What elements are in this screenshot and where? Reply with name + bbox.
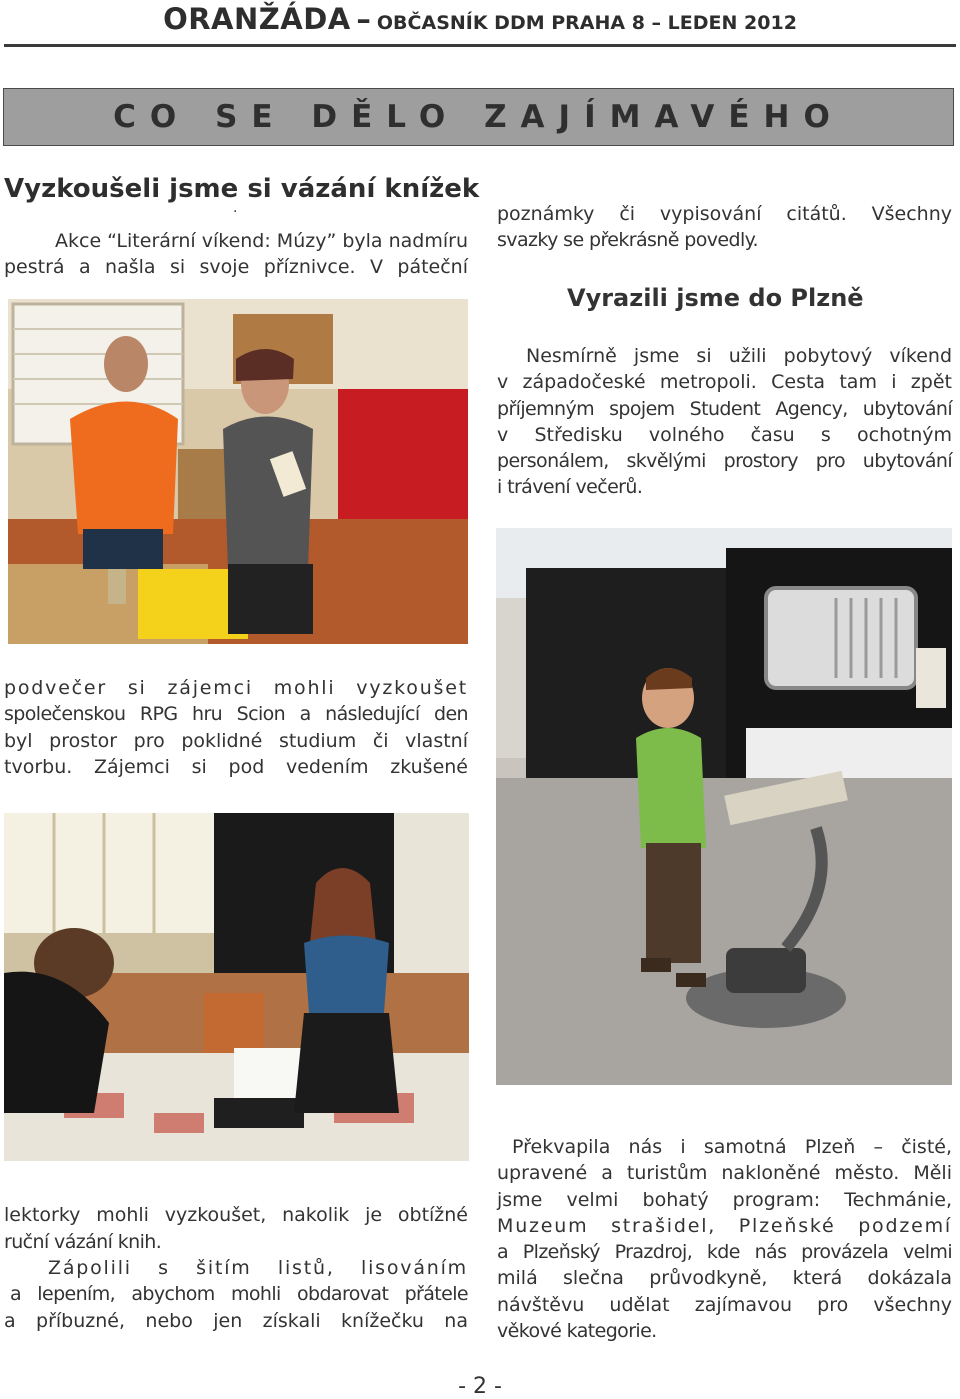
article2-para2-line-8: věkové kategorie. bbox=[497, 1320, 657, 1342]
article1-end-line-2: ruční vázání knih. bbox=[4, 1231, 162, 1253]
photo-techmania-exhibit bbox=[496, 528, 952, 1085]
article-heading-plzen: Vyrazili jsme do Plzně bbox=[567, 284, 864, 312]
article2-para1-line-4: v Středisku volného času s ochotným bbox=[497, 424, 952, 446]
newsletter-subtitle: OBČASNÍK DDM PRAHA 8 – LEDEN 2012 bbox=[376, 12, 797, 34]
article2-para1-line-1: Nesmírně jsme si užili pobytový víkend bbox=[526, 345, 952, 367]
article2-para2-line-6: milá slečna průvodkyně, která dokázala bbox=[497, 1267, 952, 1289]
article2-para1-line-5: personálem, skvělými prostory pro ubytování bbox=[497, 450, 952, 472]
article1-middle-line-1: podvečer si zájemci mohli vyzkoušet bbox=[4, 677, 468, 699]
article1-middle-line-2: společenskou RPG hru Scion a následující den bbox=[4, 703, 468, 725]
photo-binding-table bbox=[4, 813, 469, 1161]
page-number: - 2 - bbox=[458, 1374, 502, 1399]
stray-dot: . bbox=[233, 200, 238, 216]
article1-end-line-4: a lepením, abychom mohli obdarovat přátele bbox=[10, 1283, 468, 1305]
article2-para2-line-3: jsme velmi bohatý program: Techmánie, bbox=[497, 1189, 952, 1211]
article2-para1-line-3: příjemným spojem Student Agency, ubytování bbox=[497, 398, 952, 420]
section-banner-text: CO SE DĚLO ZAJÍMAVÉHO bbox=[113, 99, 844, 135]
article2-para2-line-2: upravené a turistům nakloněné město. Měli bbox=[497, 1162, 952, 1184]
masthead-separator: – bbox=[356, 2, 372, 36]
article1-end-line-5: a příbuzné, nebo jen získali knížečku na bbox=[4, 1310, 468, 1332]
newsletter-title: ORANŽÁDA bbox=[163, 2, 351, 36]
article1-end-line-1: lektorky mohli vyzkoušet, nakolik je obtížné bbox=[4, 1204, 468, 1226]
article1-continued-line-2: svazky se překrásně povedly. bbox=[497, 229, 759, 251]
article2-para2-line-1: Překvapila nás i samotná Plzeň – čisté, bbox=[512, 1136, 952, 1158]
section-banner bbox=[3, 88, 954, 146]
article1-continued-line-1: poznámky či vypisování citátů. Všechny bbox=[497, 203, 952, 225]
photo-workshop-participants bbox=[8, 299, 468, 644]
article2-para2-line-7: návštěvu udělat zajímavou pro všechny bbox=[497, 1294, 952, 1316]
masthead bbox=[0, 2, 960, 36]
article2-para1-line-6: i trávení večerů. bbox=[497, 476, 643, 498]
article2-para1-line-2: v západočeské metropoli. Cesta tam i zpět bbox=[497, 371, 952, 393]
header-rule bbox=[4, 44, 956, 47]
article1-middle-line-4: tvorbu. Zájemci si pod vedením zkušené bbox=[4, 756, 468, 778]
article2-para2-line-4: Muzeum strašidel, Plzeňské podzemí bbox=[497, 1215, 952, 1237]
article1-middle-line-3: byl prostor pro poklidné studium či vlastní bbox=[4, 730, 468, 752]
article-heading-book-binding: Vyzkoušeli jsme si vázání knížek bbox=[4, 174, 480, 204]
article1-end-line-3: Zápolili s šitím listů, lisováním bbox=[48, 1257, 468, 1279]
article2-para2-line-5: a Plzeňský Prazdroj, kde nás provázela velmi bbox=[497, 1241, 952, 1263]
article1-intro-line-1: Akce “Literární víkend: Múzy” byla nadmíru bbox=[55, 230, 468, 252]
article1-intro-line-2: pestrá a našla si svoje příznivce. V páteční bbox=[4, 256, 468, 278]
